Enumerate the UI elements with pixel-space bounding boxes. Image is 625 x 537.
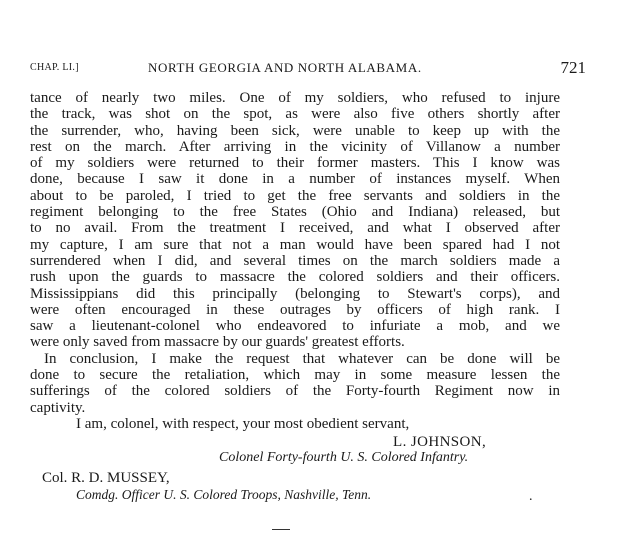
signature-title: Colonel Forty-fourth U. S. Colored Infantry. [219, 450, 469, 465]
body-line: done, because I saw it done in a number of instances myself. When [30, 171, 560, 188]
body-line: surrendered when I did, and several times on the march soldiers made a [30, 252, 560, 269]
body-line: rush upon the guards to massacre the colored soldiers and their officers. [30, 269, 560, 286]
addressee-title: Comdg. Officer U. S. Colored Troops, Nashville, Tenn. [76, 487, 372, 502]
letter-body [30, 90, 560, 433]
body-line: tance of nearly two miles. One of my soldiers, who refused to injure [30, 90, 560, 106]
body-line: saw a lieutenant-colonel who endeavored to infuriate a mob, and we [30, 318, 560, 335]
body-line: about to be paroled, I tried to get the free servants and soldiers in the [30, 187, 560, 204]
conclusion-line: captivity. [30, 399, 86, 416]
page-header [30, 58, 586, 80]
body-line: the surrender, who, having been sick, were unable to keep up with the [30, 122, 560, 139]
conclusion-line: done to secure the retaliation, which may in some measure lessen the [30, 367, 560, 384]
body-line: the track, was shot on the spot, as were also five others shortly after [30, 106, 560, 123]
page-number: 721 [560, 58, 586, 77]
conclusion-line: sufferings of the colored soldiers of the Forty-fourth Regiment now in [30, 383, 560, 400]
body-line: of my soldiers were returned to their former masters. This I know was [30, 155, 560, 172]
closing-line: I am, colonel, with respect, your most obedient servant, [76, 415, 410, 432]
running-title: NORTH GEORGIA AND NORTH ALABAMA. [148, 60, 422, 75]
body-line: were often encouraged in these outrages by officers of high rank. I [30, 301, 560, 318]
body-line: regiment belonging to the free States (Ohio and Indiana) released, but [30, 204, 560, 221]
body-line: Mississippians did this principally (belonging to Stewart's corps), and [30, 285, 560, 302]
body-line: my capture, I am sure that not a man would have been spared had I not [30, 236, 560, 253]
conclusion-line: In conclusion, I make the request that whatever can be done will be [44, 350, 560, 367]
body-line: to no avail. From the treatment I received, and what I observed after [30, 220, 560, 237]
body-line: rest on the march. After arriving in the vicinity of Villanow a number [30, 138, 560, 155]
addressee-name: Col. R. D. MUSSEY, [42, 470, 170, 486]
footer-rule [272, 529, 290, 530]
signature-name: L. JOHNSON, [393, 434, 487, 450]
stray-mark: . [529, 489, 533, 504]
chapter-label: CHAP. LI.] [30, 62, 79, 73]
body-line: were only saved from massacre by our guards' greatest efforts. [30, 334, 405, 351]
